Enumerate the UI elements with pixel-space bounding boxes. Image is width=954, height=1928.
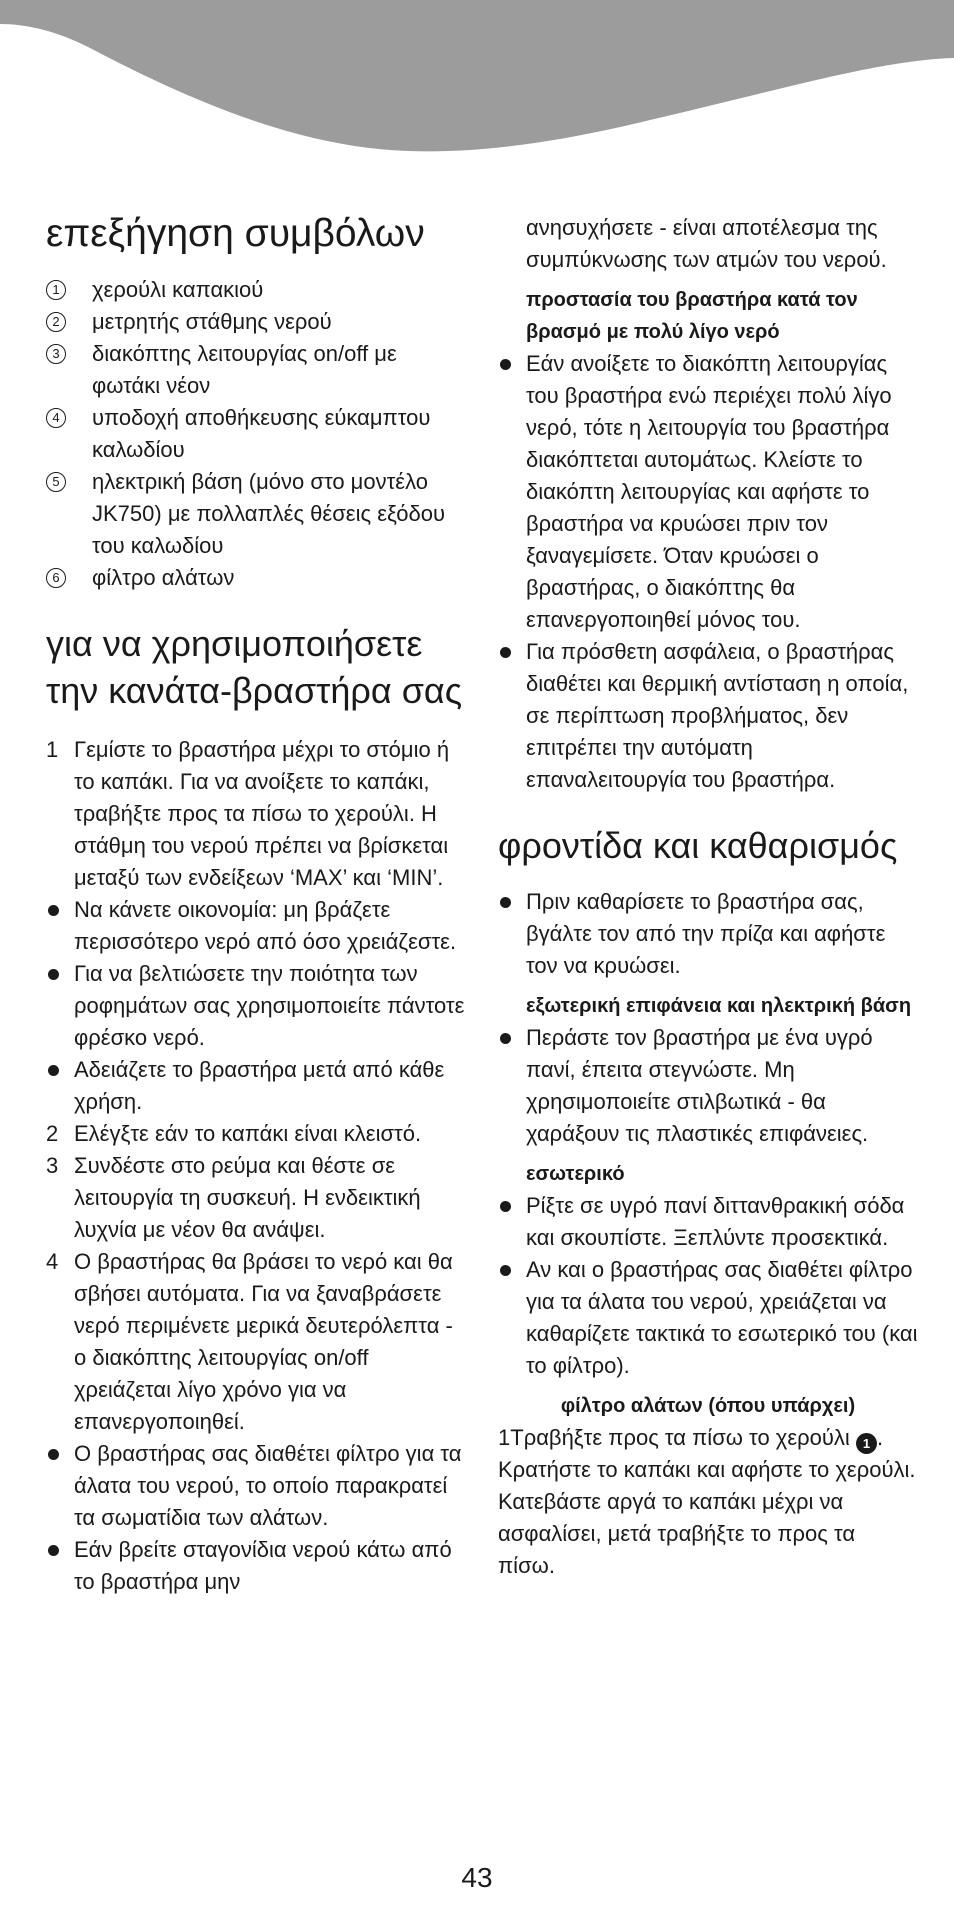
usage-step	[46, 1118, 466, 1150]
wave-shape	[0, 0, 954, 151]
bullet-text: Ρίξτε σε υγρό πανί διττανθρακική σόδα και σκουπίστε. Ξεπλύντε προσεκτικά.	[526, 1193, 905, 1250]
bullet-icon	[48, 905, 59, 916]
step-text: Να κάνετε οικονομία: μη βράζετε περισσότερο νερό από όσο χρειάζεστε.	[74, 897, 457, 954]
step-text: Συνδέστε στο ρεύμα και θέστε σε λειτουργία τη συσκευή. Η ενδεικτική λυχνία με νέον θα ανάψει.	[74, 1153, 421, 1242]
step-text: Εάν βρείτε σταγονίδια νερού κάτω από το βραστήρα μην	[74, 1537, 452, 1594]
interior-bullet	[498, 1254, 918, 1382]
bullet-text: Εάν ανοίξετε το διακόπτη λειτουργίας του βραστήρα ενώ περιέχει πολύ λίγο νερό, τότε η λειτουργία του βραστήρα διακόπτεται αυτομάτως. Κλείστε το διακόπτη λειτουργίας και αφήστε το βραστήρα να κρυώσει πριν τον ξαναγεμίσετε. Όταν κρυώσει ο βραστήρας, ο διακόπτης θα επανεργοποιηθεί μόνος του.	[526, 351, 892, 632]
bullet-icon	[500, 897, 511, 908]
boil-dry-bullet	[498, 636, 918, 796]
interior-list	[498, 1190, 918, 1382]
usage-step	[46, 1246, 466, 1438]
symbol-text: μετρητής στάθμης νερού	[92, 309, 332, 334]
care-intro-bullet	[498, 886, 918, 982]
symbols-list	[46, 274, 466, 594]
step-text: Ο βραστήρας σας διαθέτει φίλτρο για τα άλατα του νερού, το οποίο παρακρατεί τα σωματίδια των αλάτων.	[74, 1441, 462, 1530]
interior-heading: εσωτερικό	[526, 1163, 625, 1185]
bullet-text: Αν και ο βραστήρας σας διαθέτει φίλτρο για τα άλατα του νερού, χρειάζεται να καθαρίζετε τακτικά το εσωτερικό του (και το φίλτρο).	[526, 1257, 918, 1378]
circled-number: 3	[46, 344, 66, 364]
boil-dry-list	[498, 348, 918, 796]
care-heading: φροντίδα και καθαρισμός	[498, 825, 898, 866]
filter-text-a: Τραβήξτε προς τα πίσω το χερούλι	[510, 1425, 850, 1450]
bullet-icon	[48, 1065, 59, 1076]
boil-dry-bullet	[498, 348, 918, 636]
right-column	[498, 212, 918, 1582]
symbol-item	[46, 306, 466, 338]
step-number: 4	[46, 1249, 59, 1274]
bullet-icon	[500, 359, 511, 370]
header-wave-decoration	[0, 0, 954, 160]
interior-bullet	[498, 1190, 918, 1254]
usage-step	[46, 734, 466, 894]
symbol-text: ηλεκτρική βάση (μόνο στο μοντέλο JK750) με πολλαπλές θέσεις εξόδου του καλωδίου	[92, 469, 446, 558]
symbol-item	[46, 274, 466, 306]
step-number: 1	[46, 737, 59, 762]
usage-bullet	[46, 1054, 466, 1118]
step-text: Γεμίστε το βραστήρα μέχρι το στόμιο ή το καπάκι. Για να ανοίξετε το καπάκι, τραβήξτε προς τα πίσω το χερούλι. Η στάθμη του νερού πρέπει να βρίσκεται μεταξύ των ενδείξεων ‘MAX’ και ‘MIN’.	[74, 737, 450, 890]
usage-bullet	[46, 1534, 466, 1598]
care-intro-list	[498, 886, 918, 982]
symbols-heading: επεξήγηση συμβόλων	[46, 212, 425, 255]
filled-number-icon: 1	[856, 1433, 877, 1454]
bullet-icon	[500, 1033, 511, 1044]
symbol-item	[46, 338, 466, 402]
bullet-text: Πριν καθαρίσετε το βραστήρα σας, βγάλτε τον από την πρίζα και αφήστε τον να κρυώσει.	[526, 889, 886, 978]
step-number: 2	[46, 1121, 59, 1146]
left-column	[46, 212, 466, 1598]
boil-dry-heading: προστασία του βραστήρα κατά τον βρασμό με πολύ λίγο νερό	[526, 289, 858, 343]
usage-bullet	[46, 894, 466, 958]
bullet-icon	[48, 969, 59, 980]
step-text: Για να βελτιώσετε την ποιότητα των ροφημάτων σας χρησιμοποιείτε πάντοτε φρέσκο νερό.	[74, 961, 465, 1050]
step-number: 3	[46, 1153, 59, 1178]
circled-number: 5	[46, 472, 66, 492]
step-text: Ελέγξτε εάν το καπάκι είναι κλειστό.	[74, 1121, 422, 1146]
page-number: 43	[461, 1862, 493, 1893]
filter-step-number: 1	[498, 1425, 511, 1450]
usage-step	[46, 1150, 466, 1246]
circled-number: 4	[46, 408, 66, 428]
exterior-bullet	[498, 1022, 918, 1150]
circled-number: 2	[46, 312, 66, 332]
symbol-item	[46, 466, 466, 562]
bullet-text: Περάστε τον βραστήρα με ένα υγρό πανί, έπειτα στεγνώστε. Μη χρησιμοποιείτε στιλβωτικά - θα χαράξουν τις πλαστικές επιφάνειες.	[526, 1025, 873, 1146]
usage-heading: για να χρησιμοποιήσετε την κανάτα-βραστήρα σας	[46, 623, 463, 711]
bullet-icon	[500, 647, 511, 658]
circled-number: 6	[46, 568, 66, 588]
symbol-item	[46, 562, 466, 594]
circled-number: 1	[46, 280, 66, 300]
symbol-text: υποδοχή αποθήκευσης εύκαμπτου καλωδίου	[92, 405, 431, 462]
usage-bullet	[46, 958, 466, 1054]
bullet-icon	[500, 1201, 511, 1212]
bullet-icon	[48, 1449, 59, 1460]
symbol-item	[46, 402, 466, 466]
usage-steps	[46, 734, 466, 1598]
symbol-text: χερούλι καπακιού	[92, 277, 264, 302]
exterior-list	[498, 1022, 918, 1150]
continuation-text: ανησυχήσετε - είναι αποτέλεσμα της συμπύκνωσης των ατμών του νερού.	[526, 215, 887, 272]
symbol-text: διακόπτης λειτουργίας on/off με φωτάκι νέον	[92, 341, 397, 398]
filter-heading: φίλτρο αλάτων (όπου υπάρχει)	[560, 1395, 856, 1417]
filter-text-b: . Κρατήστε το καπάκι και αφήστε το χερούλι. Κατεβάστε αργά το καπάκι μέχρι να ασφαλίσει, μετά τραβήξτε το προς τα πίσω.	[498, 1425, 916, 1578]
step-text: Αδειάζετε το βραστήρα μετά από κάθε χρήση.	[74, 1057, 445, 1114]
step-text: Ο βραστήρας θα βράσει το νερό και θα σβήσει αυτόματα. Για να ξαναβράσετε νερό περιμένετε μερικά δευτερόλεπτα - ο διακόπτης λειτουργίας on/off χρειάζεται λίγο χρόνο για να επανεργοποιηθεί.	[74, 1249, 453, 1434]
symbol-text: φίλτρο αλάτων	[92, 565, 235, 590]
bullet-icon	[500, 1265, 511, 1276]
usage-bullet	[46, 1438, 466, 1534]
bullet-text: Για πρόσθετη ασφάλεια, ο βραστήρας διαθέτει και θερμική αντίσταση η οποία, σε περίπτωση προβλήματος, δεν επιτρέπει την αυτόματη επαναλειτουργία του βραστήρα.	[526, 639, 909, 792]
filter-paragraph	[498, 1422, 918, 1582]
bullet-icon	[48, 1545, 59, 1556]
exterior-heading: εξωτερική επιφάνεια και ηλεκτρική βάση	[526, 995, 912, 1017]
